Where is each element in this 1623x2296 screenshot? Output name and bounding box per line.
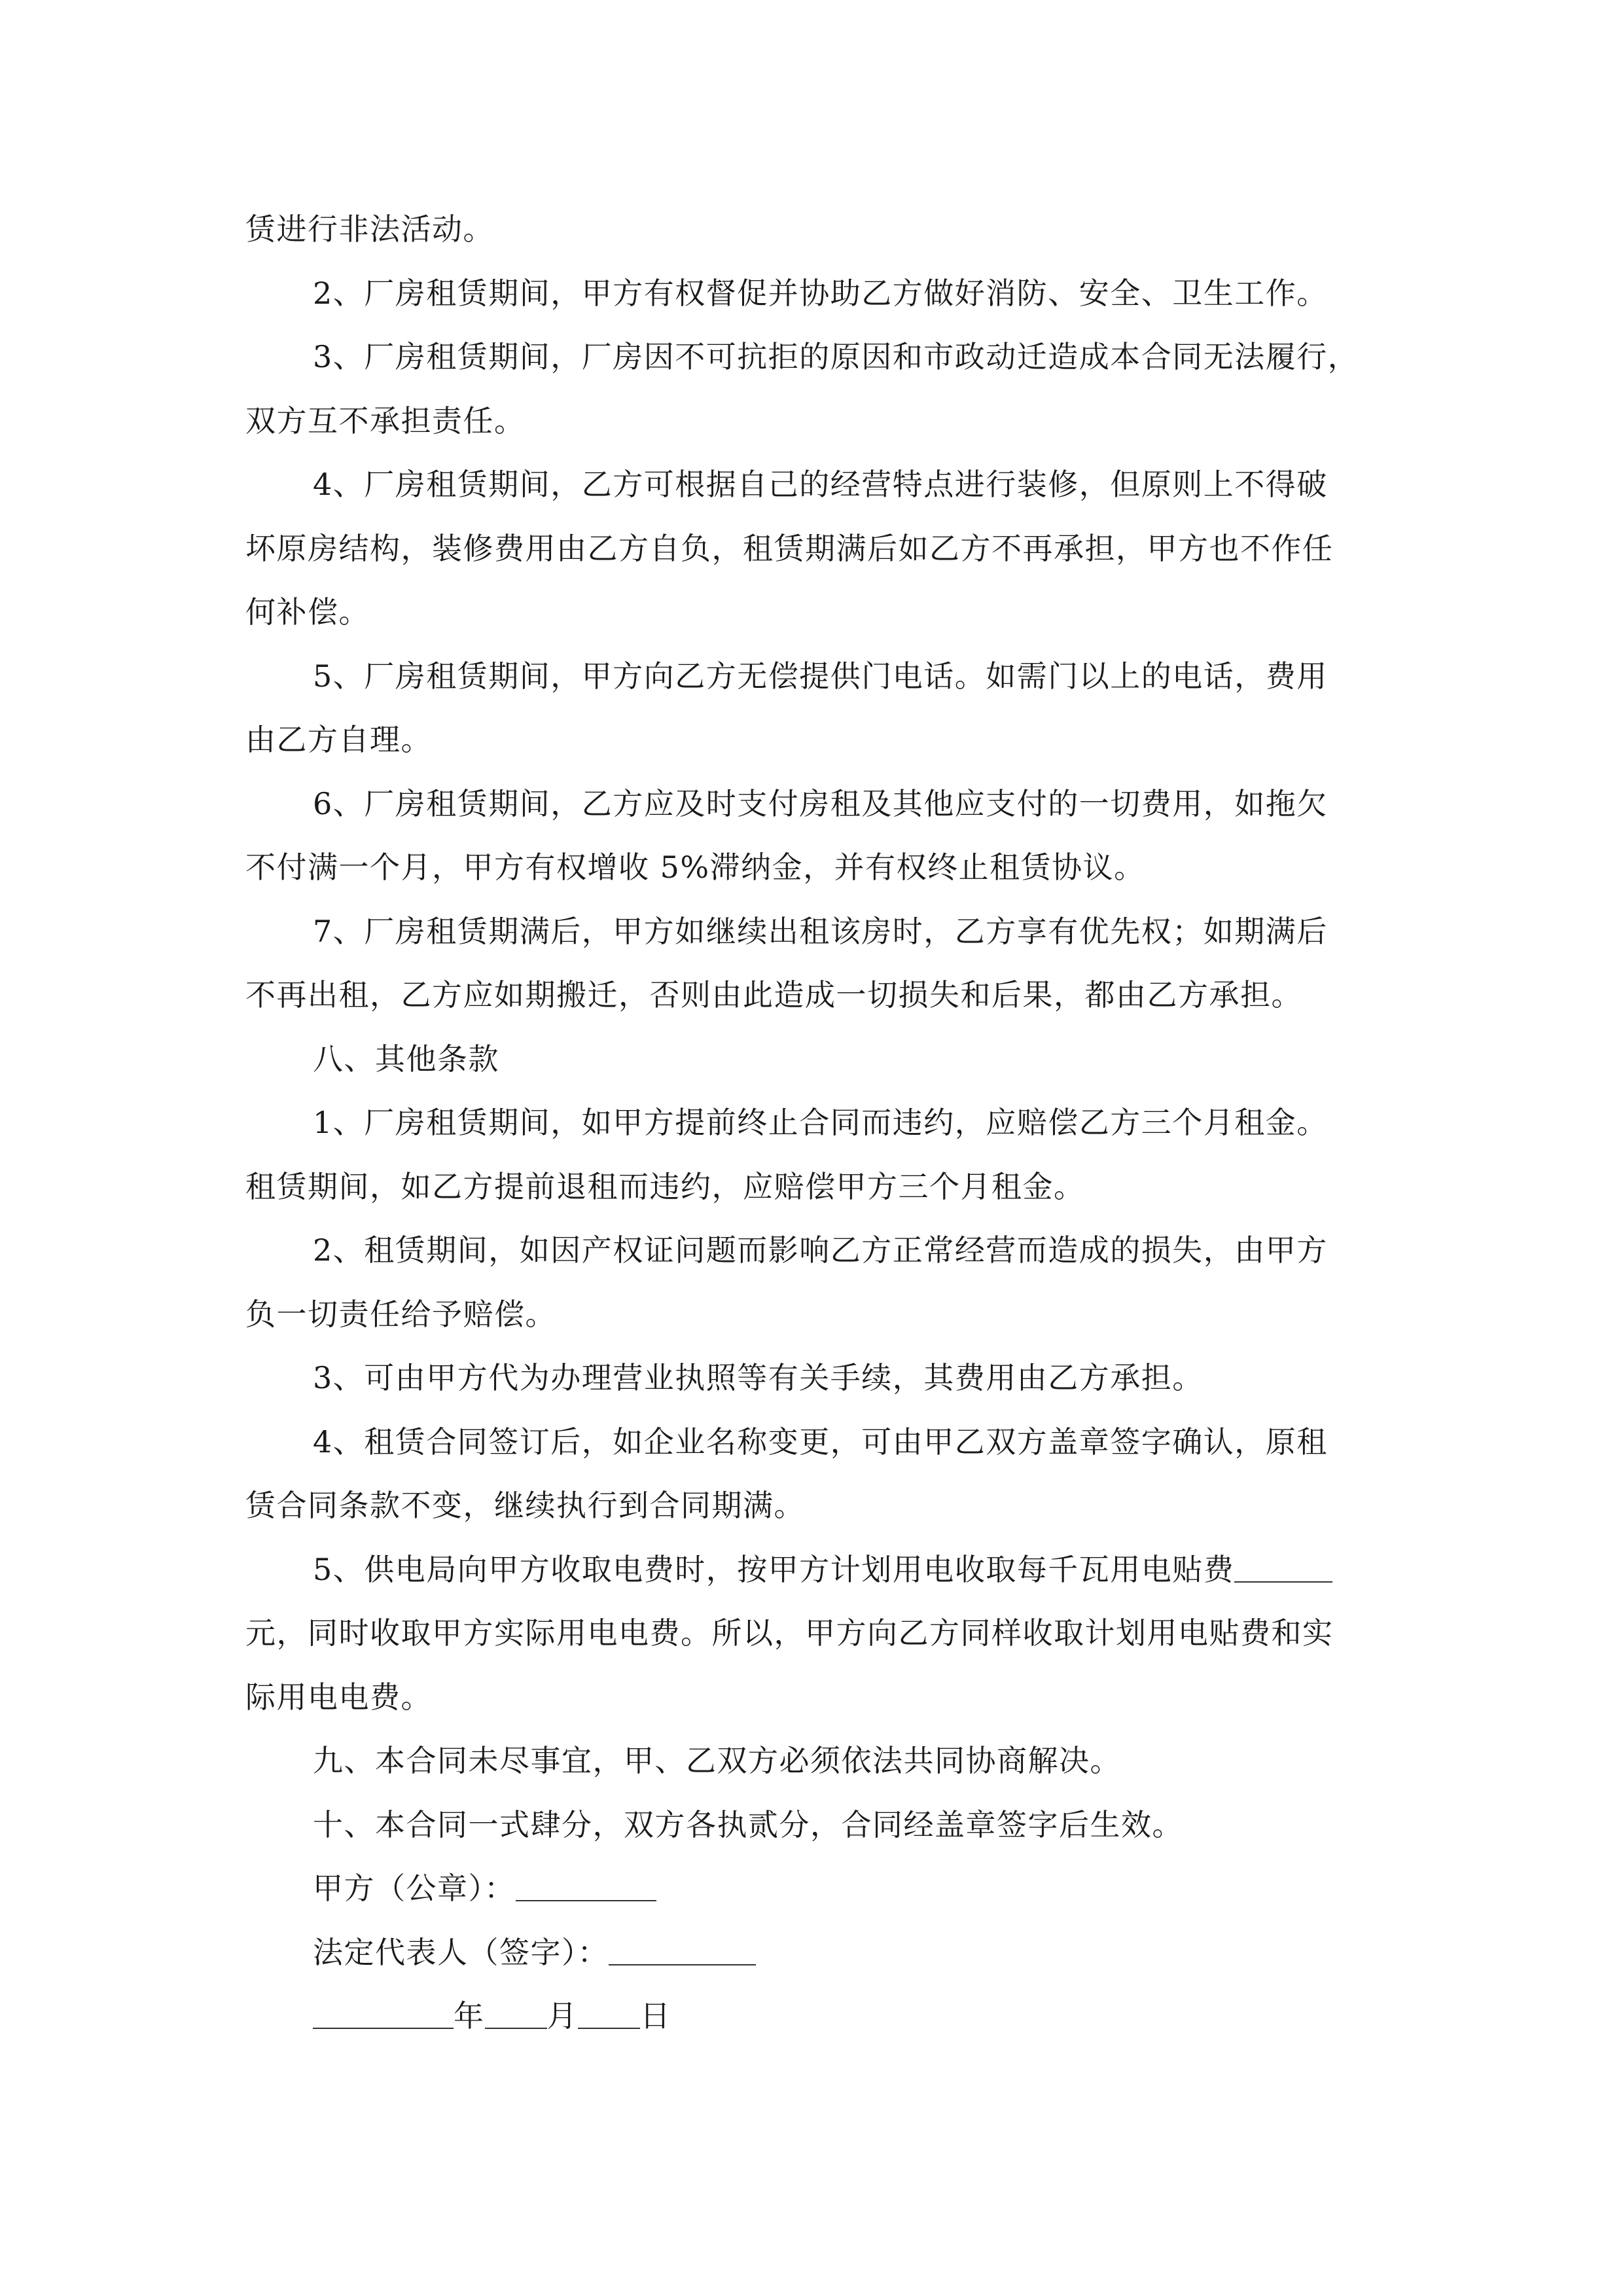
- section-10: 十、本合同一式肆分，双方各执贰分，合同经盖章签字后生效。: [313, 1806, 1183, 1842]
- clause-6: 6、厂房租赁期间，乙方应及时支付房租及其他应支付的一切费用，如拖欠: [313, 785, 1328, 821]
- party-a-blank: [516, 1874, 656, 1901]
- month-label: 月: [546, 1998, 578, 2034]
- date-line: [245, 1984, 1381, 2049]
- day-label: 日: [640, 1998, 671, 2034]
- day-blank: [578, 2001, 640, 2029]
- paragraph-line: 负一切责任给予赔偿。: [245, 1296, 556, 1332]
- paragraph-line: 际用电电费。: [245, 1679, 432, 1715]
- paragraph-line: 不再出租，乙方应如期搬迁，否则由此造成一切损失和后果，都由乙方承担。: [245, 977, 1302, 1013]
- clause-8-2: 2、租赁期间，如因产权证问题而影响乙方正常经营而造成的损失，由甲方: [313, 1232, 1328, 1268]
- document-body: [245, 198, 1381, 2049]
- paragraph-line: 赁进行非法活动。: [245, 211, 494, 247]
- paragraph-line: 租赁期间，如乙方提前退租而违约，应赔偿甲方三个月租金。: [245, 1168, 1085, 1204]
- clause-5: 5、厂房租赁期间，甲方向乙方无偿提供门电话。如需门以上的电话，费用: [313, 658, 1328, 694]
- year-label: 年: [454, 1998, 485, 2034]
- section-9: 九、本合同未尽事宜，甲、乙双方必须依法共同协商解决。: [313, 1743, 1121, 1778]
- paragraph-line: 由乙方自理。: [245, 722, 432, 757]
- paragraph-line: 坏原房结构，装修费用由乙方自负，租赁期满后如乙方不再承担，甲方也不作任: [245, 530, 1334, 566]
- clause-8-5: [245, 1538, 1381, 1602]
- clause-3: 3、厂房租赁期间，厂房因不可抗拒的原因和市政动迁造成本合同无法履行，: [313, 339, 1359, 374]
- month-blank: [485, 2001, 547, 2029]
- paragraph-line: 双方互不承担责任。: [245, 403, 526, 439]
- paragraph-line: 赁合同条款不变，继续执行到合同期满。: [245, 1488, 805, 1523]
- party-a-label: 甲方（公章）：: [313, 1871, 516, 1906]
- clause-8-1: 1、厂房租赁期间，如甲方提前终止合同而违约，应赔偿乙方三个月租金。: [313, 1105, 1328, 1140]
- rep-blank: [609, 1938, 756, 1965]
- fee-blank: [1234, 1555, 1332, 1583]
- party-a-seal-line: [245, 1857, 1381, 1921]
- clause-8-4: 4、租赁合同签订后，如企业名称变更，可由甲乙双方盖章签字确认，原租: [313, 1424, 1328, 1460]
- clause-7: 7、厂房租赁期满后，甲方如继续出租该房时，乙方享有优先权；如期满后: [313, 913, 1328, 949]
- clause-8-3: 3、可由甲方代为办理营业执照等有关手续，其费用由乙方承担。: [313, 1360, 1204, 1395]
- section-heading-8: 八、其他条款: [313, 1041, 499, 1077]
- clause-2: 2、厂房租赁期间，甲方有权督促并协助乙方做好消防、安全、卫生工作。: [313, 275, 1328, 311]
- rep-label: 法定代表人（签字）：: [313, 1934, 609, 1970]
- clause-8-5-text: 5、供电局向甲方收取电费时，按甲方计划用电收取每千瓦用电贴费: [313, 1551, 1235, 1587]
- paragraph-line: 不付满一个月，甲方有权增收 5%滞纳金，并有权终止租赁协议。: [245, 850, 1145, 885]
- paragraph-line: 何补偿。: [245, 594, 370, 630]
- clause-4: 4、厂房租赁期间，乙方可根据自己的经营特点进行装修，但原则上不得破: [313, 467, 1328, 502]
- rep-signature-line: [245, 1921, 1381, 1985]
- year-blank: [313, 2001, 454, 2029]
- paragraph-line: 元，同时收取甲方实际用电电费。所以，甲方向乙方同样收取计划用电贴费和实: [245, 1615, 1334, 1651]
